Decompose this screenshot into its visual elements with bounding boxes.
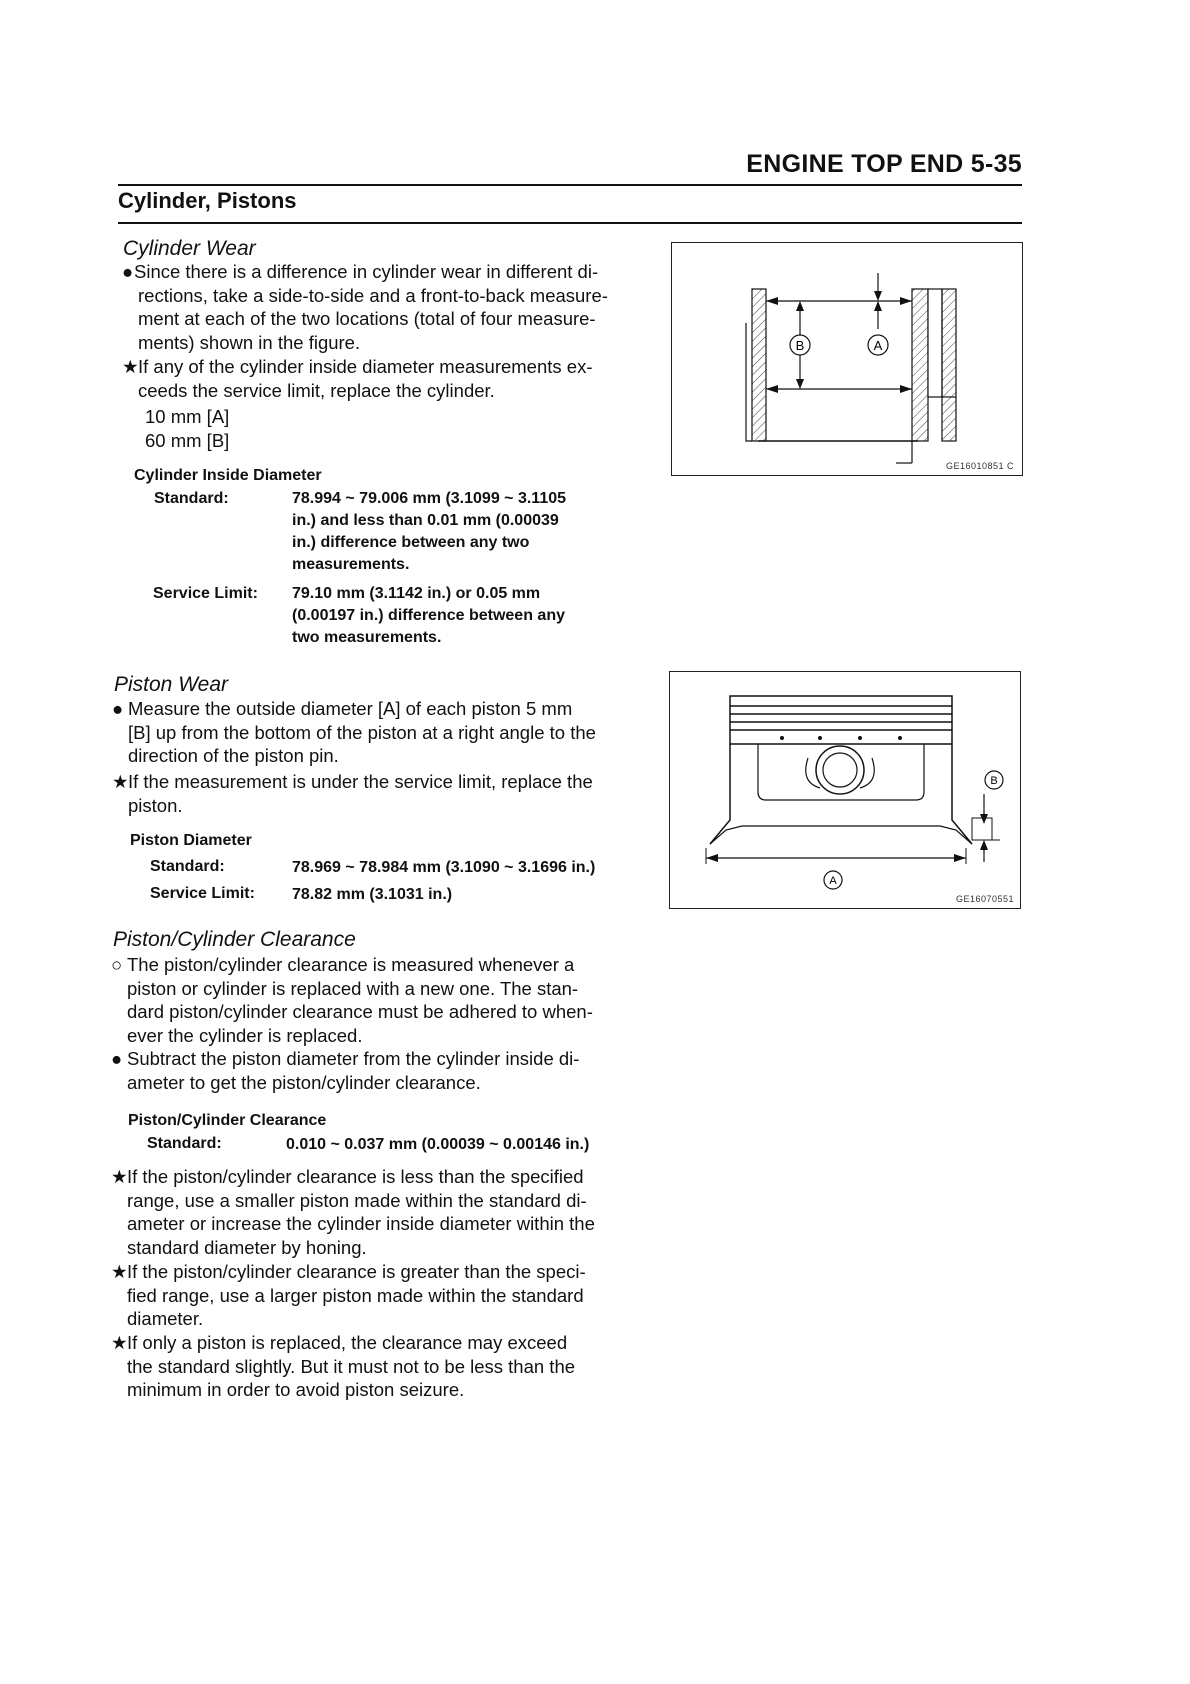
cylinder-wall-right (912, 289, 928, 441)
text-line: If only a piston is replaced, the clearance may exceed (127, 1332, 568, 1353)
clearance-bullet-3 (111, 1165, 651, 1259)
text-line: piston or cylinder is replaced with a new one. The stan- (127, 977, 579, 999)
spec-line: 79.10 mm (3.1142 in.) or 0.05 mm (292, 585, 541, 602)
cylinder-limit-label: Service Limit: (153, 585, 258, 602)
piston-crown (730, 696, 952, 744)
cylinder-spec-title: Cylinder Inside Diameter (134, 467, 322, 484)
text-line: [B] up from the bottom of the piston at a right angle to the (128, 721, 596, 743)
piston-wear-bullet-1 (112, 697, 652, 768)
text-line: fied range, use a larger piston made within the standard (127, 1284, 584, 1306)
bullet-dot: ● (122, 261, 134, 282)
clearance-standard-value: 0.010 ~ 0.037 mm (0.00039 ~ 0.00146 in.) (286, 1136, 590, 1153)
clearance-bullet-5 (111, 1331, 651, 1402)
text-line: ment at each of the two locations (total of four measure- (138, 308, 596, 329)
piston-figure (669, 671, 1021, 909)
text-line: minimum in order to avoid piston seizure. (127, 1379, 465, 1400)
header-rule-bottom (118, 222, 1022, 224)
spec-line: two measurements. (292, 629, 442, 646)
cylinder-outer-wall (942, 289, 956, 441)
clearance-bullet-2 (111, 1047, 651, 1094)
spec-line: in.) and less than 0.01 mm (0.00039 (292, 512, 559, 529)
bullet-star: ★ (111, 1332, 128, 1353)
bullet-star: ★ (111, 1166, 128, 1187)
text-line: The piston/cylinder clearance is measured whenever a (127, 954, 575, 975)
figure-label-a: A (873, 338, 883, 353)
bullet-circle: ○ (111, 954, 123, 975)
running-head: ENGINE TOP END 5-35 (746, 150, 1022, 178)
text-line: Subtract the piston diameter from the cylinder inside di- (127, 1048, 580, 1069)
figure-code: GE16010851 C (945, 461, 1014, 471)
text-line: If any of the cylinder inside diameter measurements ex- (138, 356, 593, 377)
bullet-dot: ● (112, 698, 124, 719)
location-b: 60 mm [B] (145, 430, 230, 451)
figure-label-b: B (795, 338, 805, 353)
piston-wear-bullet-2 (112, 770, 652, 817)
figure-label-b: B (990, 775, 998, 787)
clearance-heading: Piston/Cylinder Clearance (113, 928, 356, 951)
spec-line: measurements. (292, 556, 410, 573)
text-line: piston. (128, 794, 183, 816)
text-line: ever the cylinder is replaced. (127, 1024, 363, 1046)
cylinder-wear-bullet-1 (122, 260, 662, 354)
piston-limit-label: Service Limit: (150, 885, 255, 902)
text-line: diameter. (127, 1308, 204, 1329)
clearance-standard-label: Standard: (147, 1135, 222, 1152)
text-line: If the piston/cylinder clearance is greater than the speci- (127, 1261, 586, 1282)
bullet-star: ★ (112, 771, 129, 792)
spec-line: 78.994 ~ 79.006 mm (3.1099 ~ 3.1105 (292, 490, 567, 507)
cylinder-fin (928, 289, 942, 397)
text-line: standard diameter by honing. (127, 1236, 367, 1258)
piston-wear-heading: Piston Wear (114, 673, 228, 696)
piston-diagram (670, 672, 1020, 908)
cylinder-figure (671, 242, 1023, 476)
spec-line: in.) difference between any two (292, 534, 530, 551)
cylinder-limit-value (292, 583, 565, 649)
piston-standard-label: Standard: (150, 858, 225, 875)
text-line: dard piston/cylinder clearance must be adhered to when- (127, 1001, 593, 1022)
text-line: If the measurement is under the service limit, replace the (128, 771, 593, 792)
text-line: ments) shown in the figure. (138, 331, 361, 353)
text-line: Since there is a difference in cylinder wear in different di- (134, 261, 599, 282)
text-line: If the piston/cylinder clearance is less than the specified (127, 1166, 584, 1187)
text-line: Measure the outside diameter [A] of each piston 5 mm (128, 698, 573, 719)
spec-line: (0.00197 in.) difference between any (292, 607, 565, 624)
text-line: ameter to get the piston/cylinder clearance. (127, 1071, 481, 1093)
header-rule-top (118, 184, 1022, 186)
figure-code: GE16070551 (955, 894, 1014, 904)
bullet-star: ★ (122, 356, 139, 377)
piston-standard-value: 78.969 ~ 78.984 mm (3.1090 ~ 3.1696 in.) (292, 859, 596, 876)
figure-label-a: A (829, 875, 837, 887)
cylinder-standard-label: Standard: (154, 490, 229, 507)
location-a: 10 mm [A] (145, 406, 230, 427)
section-title: Cylinder, Pistons (118, 188, 297, 213)
text-line: rections, take a side-to-side and a front-to-back measure- (138, 284, 608, 306)
piston-limit-value: 78.82 mm (3.1031 in.) (292, 886, 453, 903)
text-line: direction of the piston pin. (128, 745, 339, 766)
clearance-spec-title: Piston/Cylinder Clearance (128, 1112, 327, 1129)
text-line: ameter or increase the cylinder inside diameter within the (127, 1213, 595, 1234)
text-line: the standard slightly. But it must not to be less than the (127, 1355, 576, 1377)
piston-spec-title: Piston Diameter (130, 832, 252, 849)
cylinder-wear-bullet-2 (122, 355, 662, 402)
cylinder-wall-left (752, 289, 766, 441)
cylinder-diagram (672, 243, 1022, 475)
text-line: range, use a smaller piston made within the standard di- (127, 1189, 587, 1211)
clearance-bullet-1 (111, 953, 651, 1047)
text-line: ceeds the service limit, replace the cylinder. (138, 379, 495, 401)
clearance-bullet-4 (111, 1260, 651, 1331)
bullet-star: ★ (111, 1261, 128, 1282)
cylinder-wear-heading: Cylinder Wear (123, 237, 256, 260)
bullet-dot: ● (111, 1048, 123, 1069)
cylinder-standard-value (292, 488, 566, 576)
